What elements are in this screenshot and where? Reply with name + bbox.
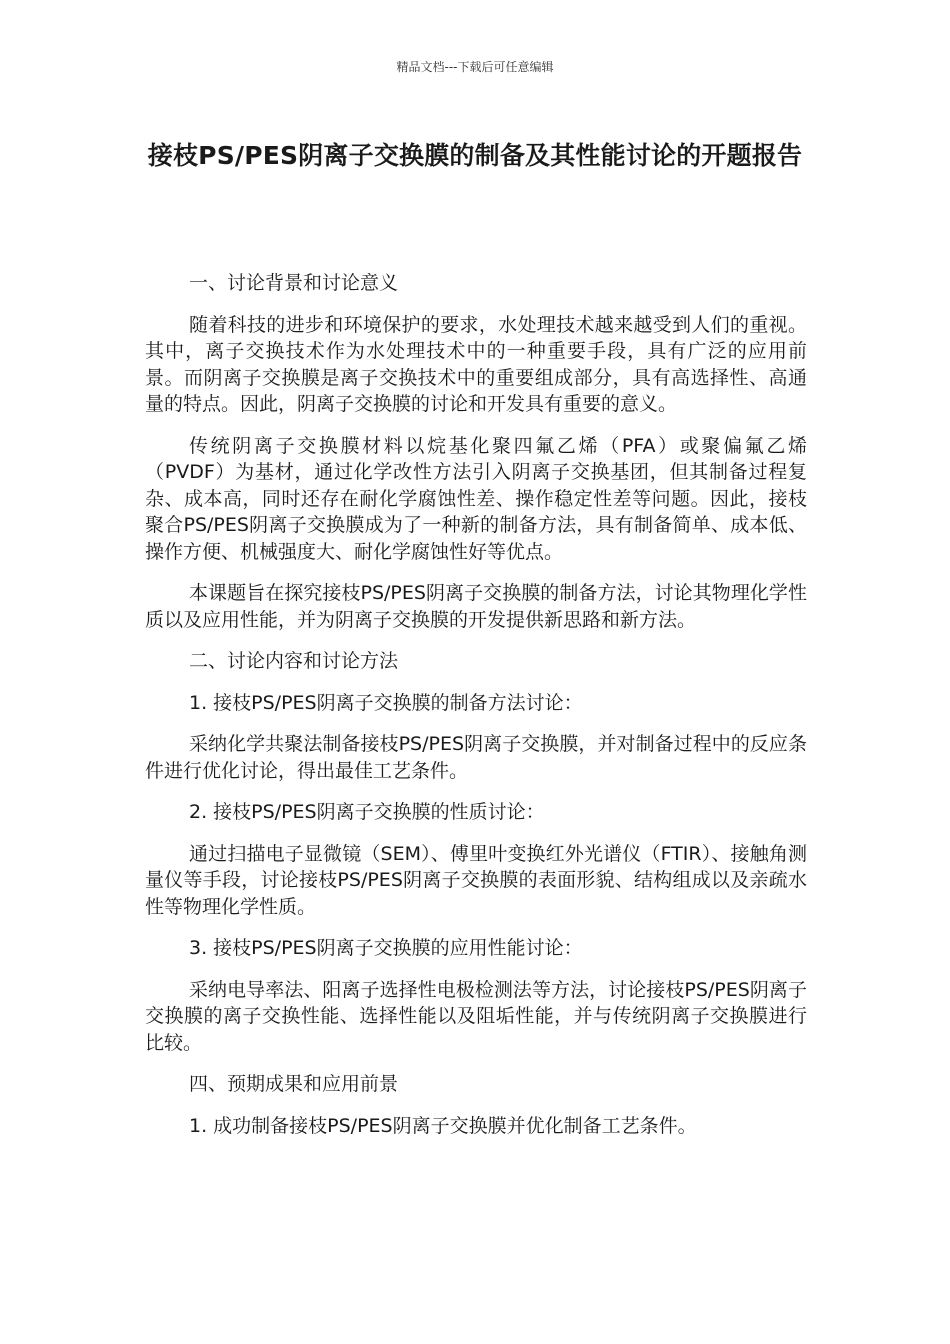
subheading-performance: 3. 接枝PS/PES阴离子交换膜的应用性能讨论： (189, 937, 583, 959)
subheading-properties: 2. 接枝PS/PES阴离子交换膜的性质讨论： (189, 801, 545, 823)
section-heading-background: 一、讨论背景和讨论意义 (189, 272, 399, 294)
subheading-preparation: 1. 接枝PS/PES阴离子交换膜的制备方法讨论： (189, 691, 583, 714)
list-item-result-1: 1. 成功制备接枝PS/PES阴离子交换膜并优化制备工艺条件。 (189, 1114, 697, 1137)
paragraph-traditional-membranes: 传统阴离子交换膜材料以烷基化聚四氟乙烯（PFA）或聚偏氟乙烯（PVDF）为基材，通过化学改性方法引入阴离子交换基团，但其制备过程复杂、成本高，同时还存在耐化学腐蚀性差、操作稳定性差等问题。因此，接枝聚合PS/PES阴离子交换膜成为了一种新的制备方法，具有制备简单、成本低、操作方便、机械强度大、耐化学腐蚀性好等优点。 (145, 434, 807, 563)
header-watermark: 精品文档---下载后可任意编辑 (396, 60, 554, 74)
section-heading-expected-results: 四、预期成果和应用前景 (189, 1073, 399, 1095)
document-title: 接枝PS/PES阴离子交换膜的制备及其性能讨论的开题报告 (147, 141, 803, 170)
paragraph-background: 随着科技的进步和环境保护的要求，水处理技术越来越受到人们的重视。其中，离子交换技术作为水处理技术中的一种重要手段，具有广泛的应用前景。而阴离子交换膜是离子交换技术中的重要组成部分，具有高选择性、高通量的特点。因此，阴离子交换膜的讨论和开发具有重要的意义。 (145, 313, 807, 415)
paragraph-performance: 采纳电导率法、阳离子选择性电极检测法等方法，讨论接枝PS/PES阴离子交换膜的离子交换性能、选择性能以及阻垢性能，并与传统阴离子交换膜进行比较。 (145, 978, 807, 1054)
paragraph-project-aim: 本课题旨在探究接枝PS/PES阴离子交换膜的制备方法，讨论其物理化学性质以及应用性能，并为阴离子交换膜的开发提供新思路和新方法。 (145, 582, 807, 631)
document-body (145, 270, 807, 1154)
section-heading-content-methods: 二、讨论内容和讨论方法 (189, 650, 399, 672)
paragraph-preparation: 采纳化学共聚法制备接枝PS/PES阴离子交换膜，并对制备过程中的反应条件进行优化讨论，得出最佳工艺条件。 (145, 733, 807, 782)
paragraph-properties: 通过扫描电子显微镜（SEM）、傅里叶变换红外光谱仪（FTIR）、接触角测量仪等手段，讨论接枝PS/PES阴离子交换膜的表面形貌、结构组成以及亲疏水性等物理化学性质。 (145, 842, 807, 918)
